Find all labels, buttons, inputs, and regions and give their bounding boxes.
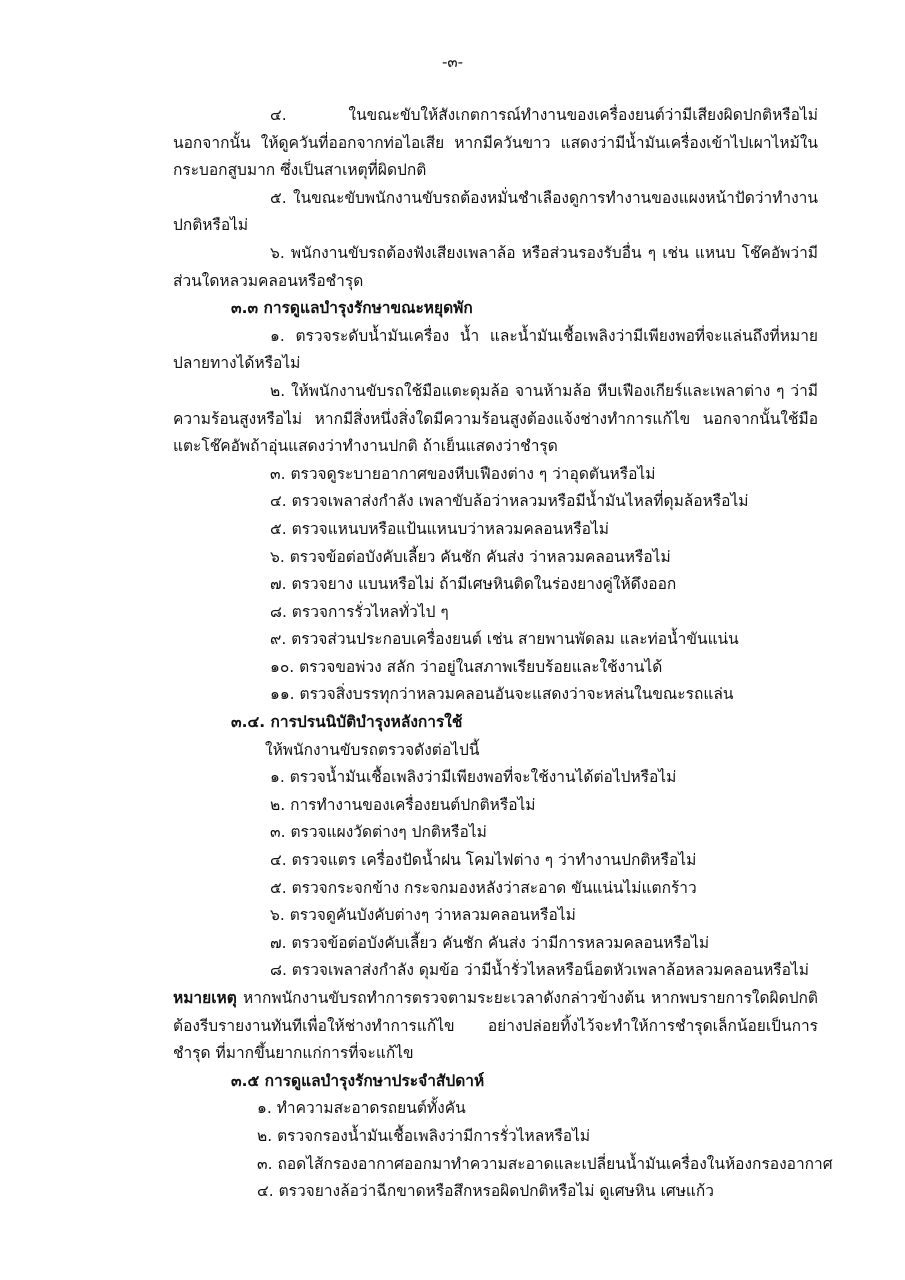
section-heading-3-5: ๓.๕ การดูแลบำรุงรักษาประจำสัปดาห์ xyxy=(231,1071,485,1090)
paragraph: ๕. ในขณะขับพนักงานขับรถต้องหมั่นชำเลืองดูการทำงานของแผงหน้าปัดว่าทำงาน ปกติหรือไม่ xyxy=(173,188,818,235)
document-body xyxy=(173,102,833,1206)
list-item: ๕. ตรวจกระจกข้าง กระจกมองหลังว่าสะอาด ขันแน่นไม่แตกร้าว xyxy=(270,878,697,897)
page-number: -๓- xyxy=(441,53,464,71)
paragraph: ๒. ให้พนักงานขับรถใช้มือแตะดุมล้อ จานห้ามล้อ หีบเฟืองเกียร์และเพลาต่าง ๆ ว่ามี ความร้อนสูงหรือไม่ หากมีสิ่งหนึ่งสิ่งใดมีความร้อนสูงต้องแจ้งช่างทำการแก้ไข นอกจากนั้นใช้มือ แตะโช๊คอัพถ้าอุ่นแสดงว่าทำงานปกติ ถ้าเย็นแสดงว่าชำรุด xyxy=(173,381,818,456)
list-item: ๓. ตรวจดูระบายอากาศของหีบเฟืองต่าง ๆ ว่าอุดตันหรือไม่ xyxy=(270,464,656,483)
list-item: ๗. ตรวจข้อต่อบังคับเลี้ยว คันชัก คันส่ง ว่ามีการหลวมคลอนหรือไม่ xyxy=(270,933,710,952)
note-paragraph xyxy=(173,985,818,1068)
list-item: ๙. ตรวจส่วนประกอบเครื่องยนต์ เช่น สายพานพัดลม และท่อน้ำขันแน่น xyxy=(270,630,739,649)
list-item: ๒. ตรวจกรองน้ำมันเชื้อเพลิงว่ามีการรั่วไหลหรือไม่ xyxy=(257,1126,591,1145)
list-item: ๖. ตรวจดูคันบังคับต่างๆ ว่าหลวมคลอนหรือไม่ xyxy=(270,906,576,925)
list-item: ๓. ตรวจแผงวัดต่างๆ ปกติหรือไม่ xyxy=(270,823,487,842)
list-item: ๑. ทำความสะอาดรถยนต์ทั้งคัน xyxy=(257,1099,466,1118)
paragraph: ๖. พนักงานขับรถต้องฟังเสียงเพลาล้อ หรือส่วนรองรับอื่น ๆ เช่น แหนบ โช๊คอัพว่ามี ส่วนใดหลวมคลอนหรือชำรุด xyxy=(173,243,818,290)
list-item: ๓. ถอดไส้กรองอากาศออกมาทำความสะอาดและเปลี่ยนน้ำมันเครื่องในห้องกรองอากาศ xyxy=(257,1154,833,1173)
list-item: ๕. ตรวจแหนบหรือแป้นแหนบว่าหลวมคลอนหรือไม่ xyxy=(270,519,610,538)
note-label: หมายเหตุ xyxy=(173,989,237,1007)
paragraph: ๑. ตรวจระดับน้ำมันเครื่อง น้ำ และน้ำมันเชื้อเพลิงว่ามีเพียงพอที่จะแล่นถึงที่หมาย ปลายทางได้หรือไม่ xyxy=(173,326,818,373)
list-item: ๑๐. ตรวจขอพ่วง สลัก ว่าอยู่ในสภาพเรียบร้อยและใช้งานได้ xyxy=(270,657,663,676)
list-item: ๔. ตรวจแตร เครื่องปัดน้ำฝน โคมไฟต่าง ๆ ว่าทำงานปกติหรือไม่ xyxy=(270,851,697,870)
paragraph: ๔. ในขณะขับให้สังเกตการณ์ทำงานของเครื่องยนต์ว่ามีเสียงผิดปกติหรือไม่ นอกจากนั้น ให้ดูควันที่ออกจากท่อไอเสีย หากมีควันขาว แสดงว่ามีน้ำมันเครื่องเข้าไปเผาไหม้ใน กระบอกสูบมาก ซึ่งเป็นสาเหตุที่ผิดปกติ xyxy=(173,106,818,180)
list-item: ๑. ตรวจน้ำมันเชื้อเพลิงว่ามีเพียงพอที่จะใช้งานได้ต่อไปหรือไม่ xyxy=(270,768,677,787)
list-item: ๔. ตรวจยางล้อว่าฉีกขาดหรือสึกหรอผิดปกติหรือไม่ ดูเศษหิน เศษแก้ว xyxy=(257,1182,715,1201)
section-heading-3-3: ๓.๓ การดูแลบำรุงรักษาขณะหยุดพัก xyxy=(231,299,473,318)
section-intro: ให้พนักงานขับรถตรวจดังต่อไปนี้ xyxy=(265,740,480,759)
note-text: หากพนักงานขับรถทำการตรวจตามระยะเวลาดังกล่าวข้างต้น หากพบรายการใดผิดปกติ ต้องรีบรายงานทันทีเพื่อให้ช่างทำการแก้ไข อย่างปล่อยทิ้งไว้จะทำให้การชำรุดเล็กน้อยเป็นการชำรุด ที่มากขึ้นยากแก่การที่จะแก้ไข xyxy=(173,989,818,1063)
section-heading-3-4: ๓.๔. การปรนนิบัติบำรุงหลังการใช้ xyxy=(231,713,463,732)
list-item: ๘. ตรวจเพลาส่งกำลัง ดุมข้อ ว่ามีน้ำรั่วไหลหรือน็อตหัวเพลาล้อหลวมคลอนหรือไม่ xyxy=(270,961,809,980)
list-item: ๘. ตรวจการรั่วไหลทั่วไป ๆ xyxy=(270,602,449,621)
list-item: ๗. ตรวจยาง แบนหรือไม่ ถ้ามีเศษหินติดในร่องยางคู่ให้ดึงออก xyxy=(270,575,677,594)
list-item: ๑๑. ตรวจสิ่งบรรทุกว่าหลวมคลอนอันจะแสดงว่าจะหล่นในขณะรถแล่น xyxy=(270,685,734,704)
list-item: ๔. ตรวจเพลาส่งกำลัง เพลาขับล้อว่าหลวมหรือมีน้ำมันไหลที่ดุมล้อหรือไม่ xyxy=(270,492,749,511)
list-item: ๒. การทำงานของเครื่องยนต์ปกติหรือไม่ xyxy=(270,795,536,814)
list-item: ๖. ตรวจข้อต่อบังคับเลี้ยว คันชัก คันส่ง ว่าหลวมคลอนหรือไม่ xyxy=(270,547,671,566)
